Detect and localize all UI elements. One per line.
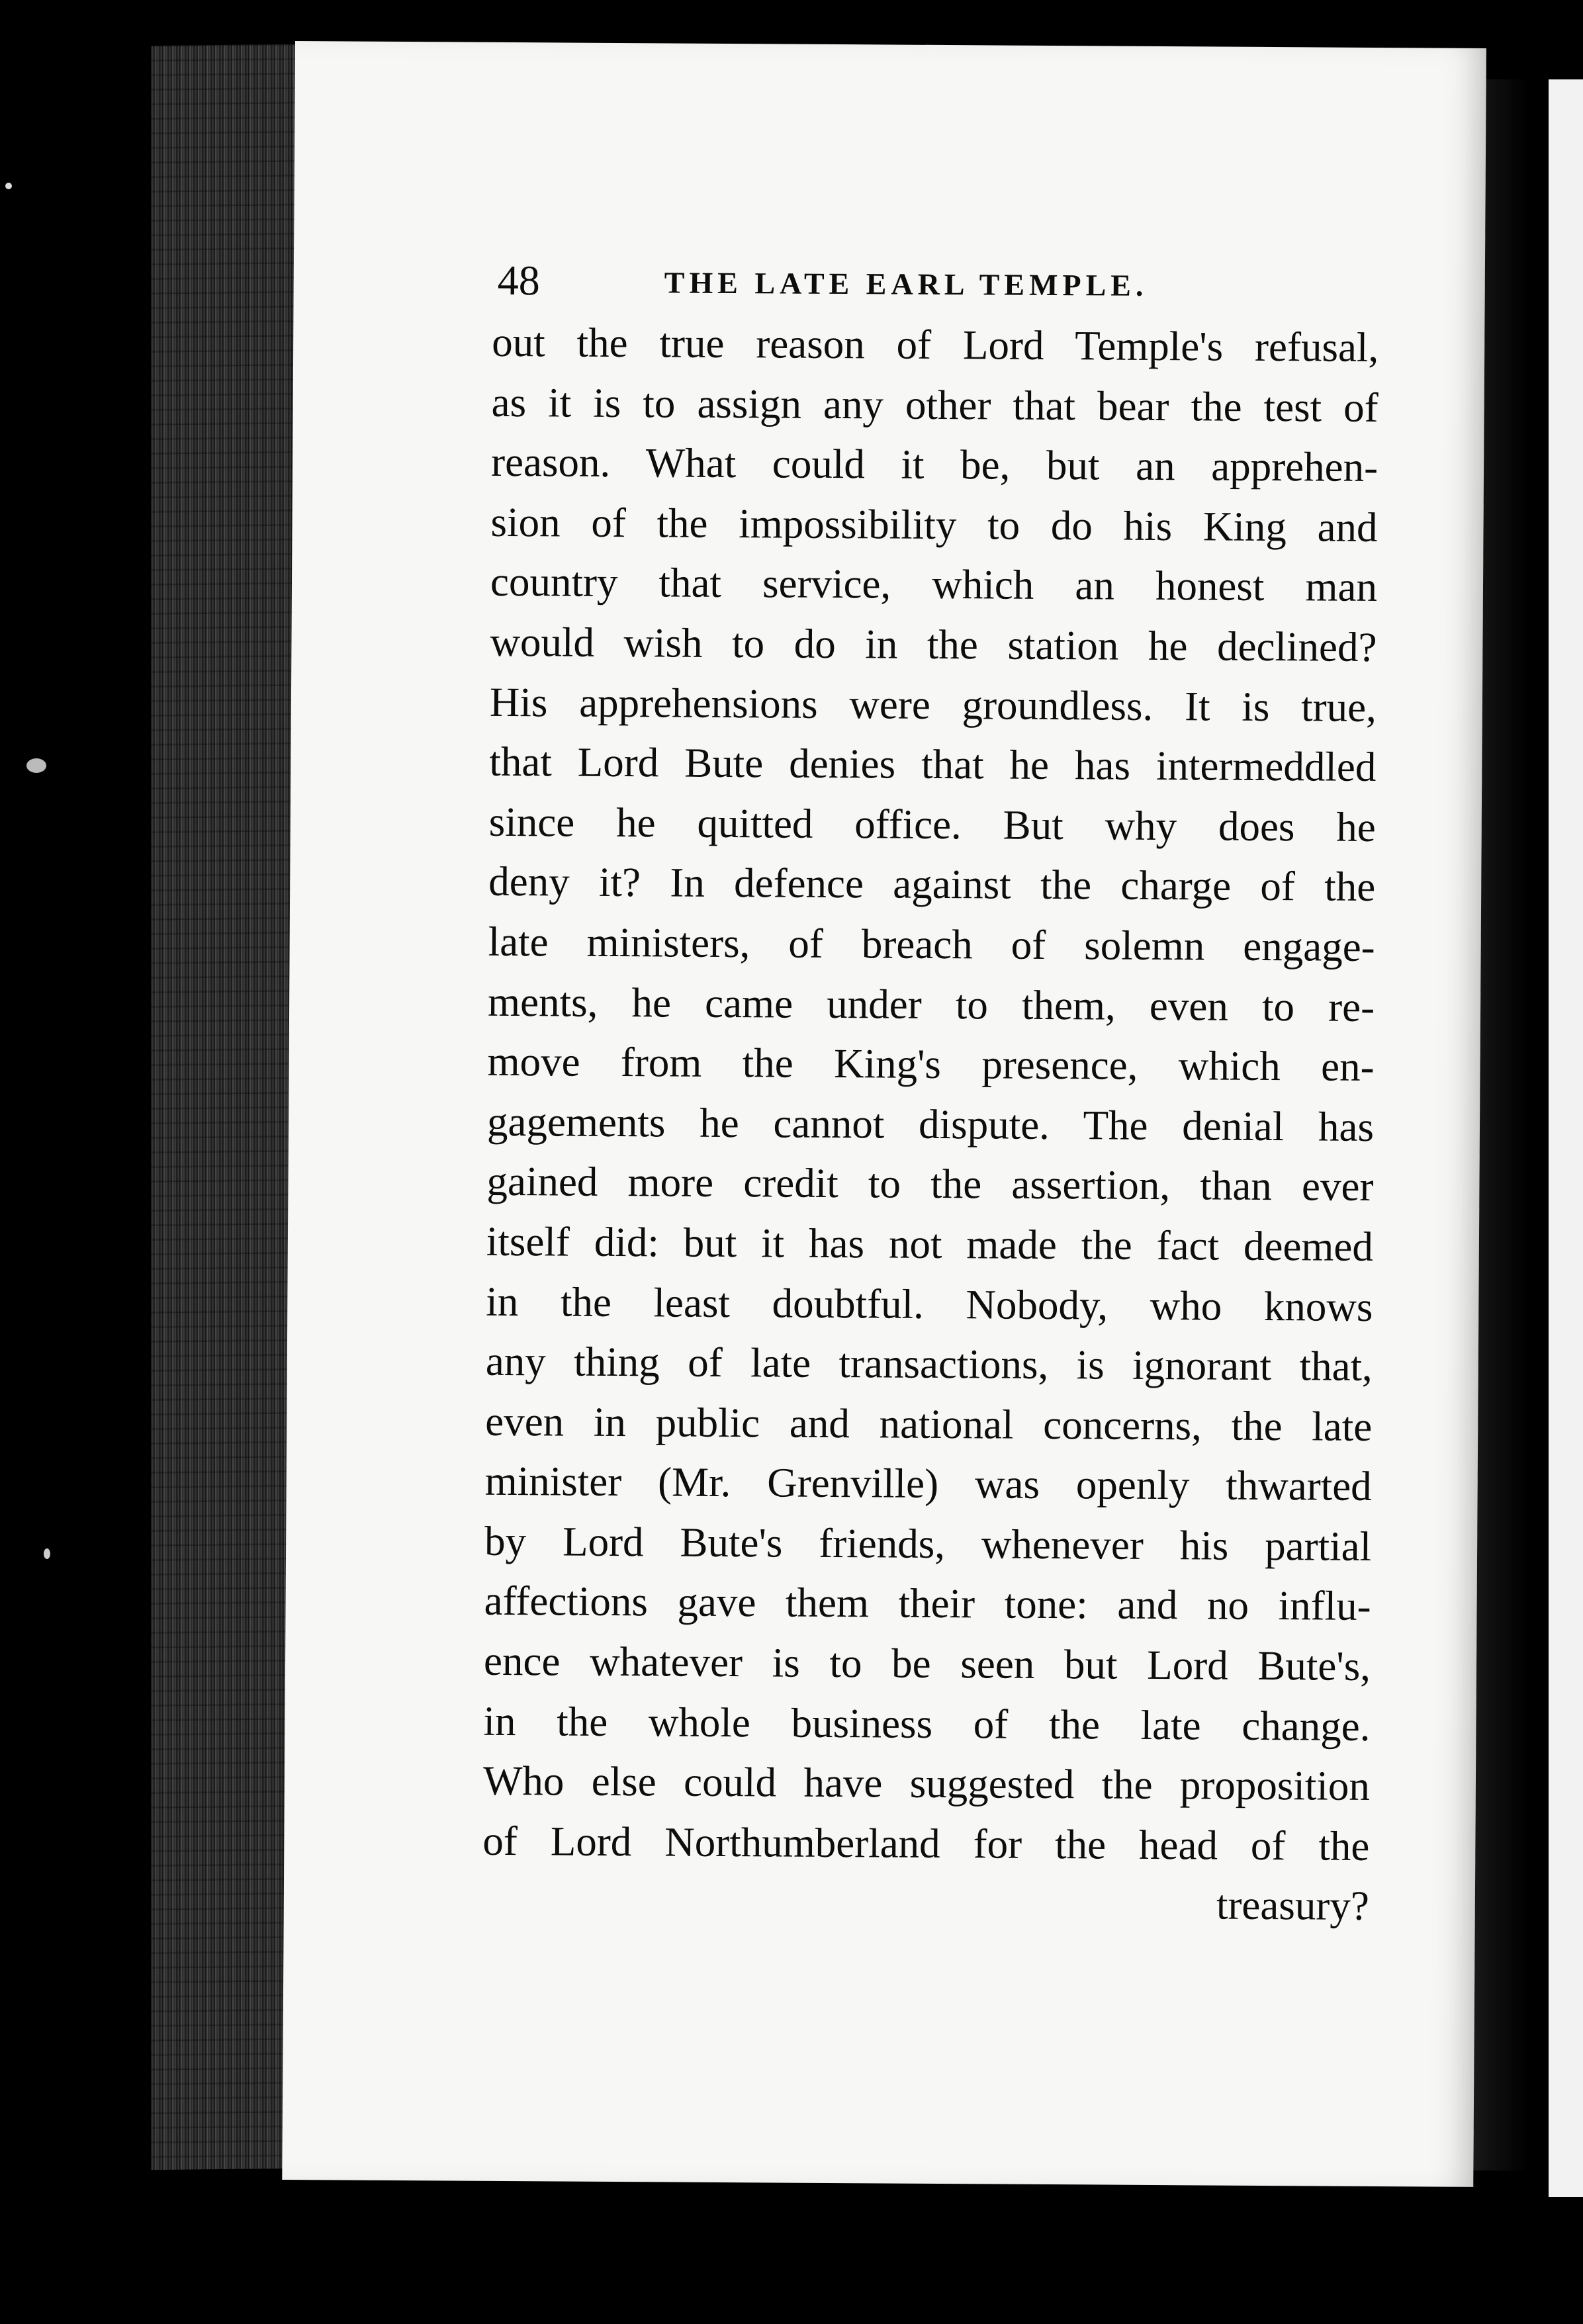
text-line: Who else could have suggested the proposition [482,1758,1371,1810]
text-line: itself did: but it has not made the fact deemed [486,1218,1374,1270]
text-line: that Lord Bute denies that he has intermeddled [489,738,1377,791]
page-number: 48 [497,256,541,304]
text-line: in the least doubtful. Nobody, who knows [486,1278,1373,1330]
catchword: treasury? [1216,1881,1370,1930]
text-line: ence whatever is to be seen but Lord Bute's, [483,1637,1371,1690]
text-line: country that service, which an honest man [490,559,1378,611]
text-line: even in public and national concerns, the late [485,1398,1373,1450]
page-edges [151,44,299,2170]
text-line: reason. What could it be, but an apprehen- [490,439,1379,491]
book-page [282,41,1486,2187]
text-line: out the true reason of Lord Temple's refusal, [492,318,1379,371]
text-line: ments, he came under to them, even to re- [487,978,1375,1030]
margin-speck [5,183,12,189]
running-head: THE LATE EARL TEMPLE. [664,265,1148,302]
text-line: since he quitted office. But why does he [488,798,1376,850]
text-line: gained more credit to the assertion, than ever [486,1158,1374,1210]
body-text [482,312,1379,1936]
margin-speck [44,1548,50,1559]
text-block [482,249,1380,1936]
text-line: sion of the impossibility to do his King and [490,498,1378,551]
text-line: any thing of late transactions, is ignorant that, [485,1337,1373,1390]
text-line: deny it? In defence against the charge of the [488,858,1376,911]
text-line: affections gave them their tone: and no influ- [484,1578,1371,1630]
text-line: would wish to do in the station he declined? [490,618,1377,670]
text-line: move from the King's presence, which en- [487,1038,1375,1091]
text-line: late ministers, of breach of solemn engage- [488,918,1375,970]
text-line: of Lord Northumberland for the head of the [482,1817,1370,1869]
text-line: minister (Mr. Grenville) was openly thwarted [484,1458,1372,1510]
margin-speck [26,758,46,773]
text-line: His apprehensions were groundless. It is true, [489,678,1377,731]
text-line: by Lord Bute's friends, whenever his partial [484,1517,1372,1570]
text-line: as it is to assign any other that bear the test of [491,379,1379,431]
page-header [492,249,1380,318]
text-line: in the whole business of the late change. [483,1697,1371,1750]
text-line: gagements he cannot dispute. The denial has [486,1098,1375,1150]
facing-page-edge [1549,79,1583,2197]
